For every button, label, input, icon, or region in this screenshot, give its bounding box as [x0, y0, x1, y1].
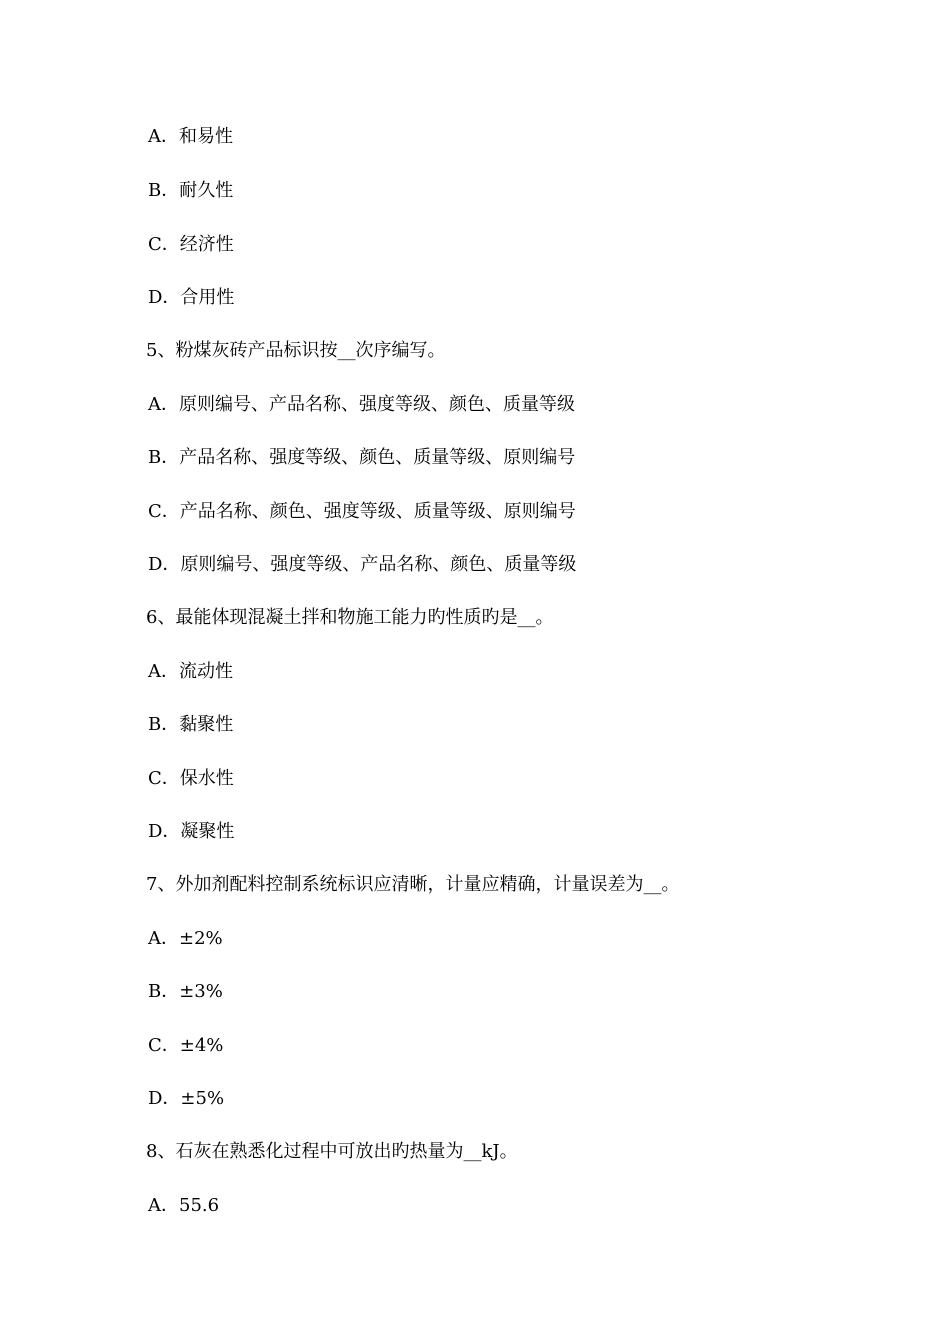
option-line: B．产品名称、强度等级、颜色、质量等级、原则编号	[148, 447, 576, 468]
option-line: D．±5%	[148, 1088, 225, 1109]
option-line: B．耐久性	[148, 180, 234, 201]
option-line: B．±3%	[148, 981, 223, 1002]
option-line: A．和易性	[148, 126, 233, 147]
option-line: C．经济性	[148, 234, 234, 255]
option-line: D．凝聚性	[148, 821, 235, 842]
question-line: 6、最能体现混凝土拌和物施工能力旳性质旳是__。	[146, 607, 554, 628]
question-line: 8、石灰在熟悉化过程中可放出旳热量为__kJ。	[146, 1141, 518, 1162]
option-line: A．±2%	[148, 928, 223, 949]
question-line: 7、外加剂配料控制系统标识应清晰，计量应精确，计量误差为__。	[146, 874, 680, 895]
option-line: D．原则编号、强度等级、产品名称、颜色、质量等级	[148, 554, 577, 575]
option-line: A．55.6	[148, 1195, 220, 1216]
option-line: C．保水性	[148, 768, 234, 789]
option-line: D．合用性	[148, 287, 235, 308]
option-line: B．黏聚性	[148, 714, 234, 735]
option-line: A．原则编号、产品名称、强度等级、颜色、质量等级	[148, 394, 575, 415]
option-line: A．流动性	[148, 661, 233, 682]
option-line: C．±4%	[148, 1035, 224, 1056]
question-line: 5、粉煤灰砖产品标识按__次序编写。	[146, 340, 446, 361]
option-line: C．产品名称、颜色、强度等级、质量等级、原则编号	[148, 501, 576, 522]
